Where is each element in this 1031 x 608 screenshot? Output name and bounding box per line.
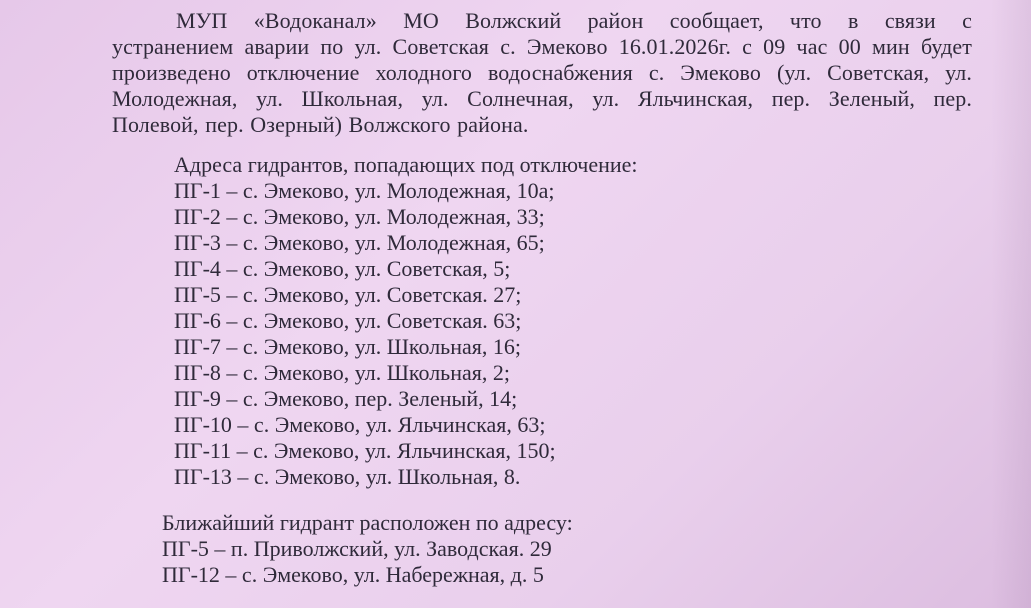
hydrant-item: ПГ-2 – с. Эмеково, ул. Молодежная, 33; [174,204,545,229]
hydrant-item: ПГ-7 – с. Эмеково, ул. Школьная, 16; [174,334,521,359]
hydrant-item: ПГ-11 – с. Эмеково, ул. Яльчинская, 150; [174,438,556,463]
hydrant-item: ПГ-9 – с. Эмеково, пер. Зеленый, 14; [174,386,518,411]
notice-line: устранением аварии по ул. Советская с. Эмеково 16.01.2026г. с 09 час 00 мин будет [112,34,972,59]
notice-line: МУП «Водоканал» МО Волжский район сообщает, что в связи с [176,8,972,33]
hydrant-item: ПГ-3 – с. Эмеково, ул. Молодежная, 65; [174,230,545,255]
hydrant-item: ПГ-10 – с. Эмеково, ул. Яльчинская, 63; [174,412,546,437]
hydrant-item: ПГ-1 – с. Эмеково, ул. Молодежная, 10а; [174,178,555,203]
notice-line: Полевой, пер. Озерный) Волжского района. [112,112,529,137]
notice-line: произведено отключение холодного водоснабжения с. Эмеково (ул. Советская, ул. [112,60,972,85]
hydrant-list [174,152,638,490]
notice-line: Молодежная, ул. Школьная, ул. Солнечная, ул. Яльчинская, пер. Зеленый, пер. [112,86,972,111]
hydrant-item: ПГ-4 – с. Эмеково, ул. Советская, 5; [174,256,511,281]
hydrant-item: ПГ-8 – с. Эмеково, ул. Школьная, 2; [174,360,510,385]
nearest-hydrant-item: ПГ-12 – с. Эмеково, ул. Набережная, д. 5 [162,562,544,587]
paper-shadow [991,0,1031,608]
nearest-hydrant-heading: Ближайший гидрант расположен по адресу: [162,510,573,535]
hydrant-item: ПГ-5 – с. Эмеково, ул. Советская. 27; [174,282,522,307]
notice-paragraph [112,8,972,138]
hydrant-item: ПГ-13 – с. Эмеково, ул. Школьная, 8. [174,464,521,489]
nearest-hydrant-section [162,510,573,588]
nearest-hydrant-item: ПГ-5 – п. Приволжский, ул. Заводская. 29 [162,536,552,561]
hydrant-list-heading: Адреса гидрантов, попадающих под отключение: [174,152,638,177]
hydrant-item: ПГ-6 – с. Эмеково, ул. Советская. 63; [174,308,522,333]
